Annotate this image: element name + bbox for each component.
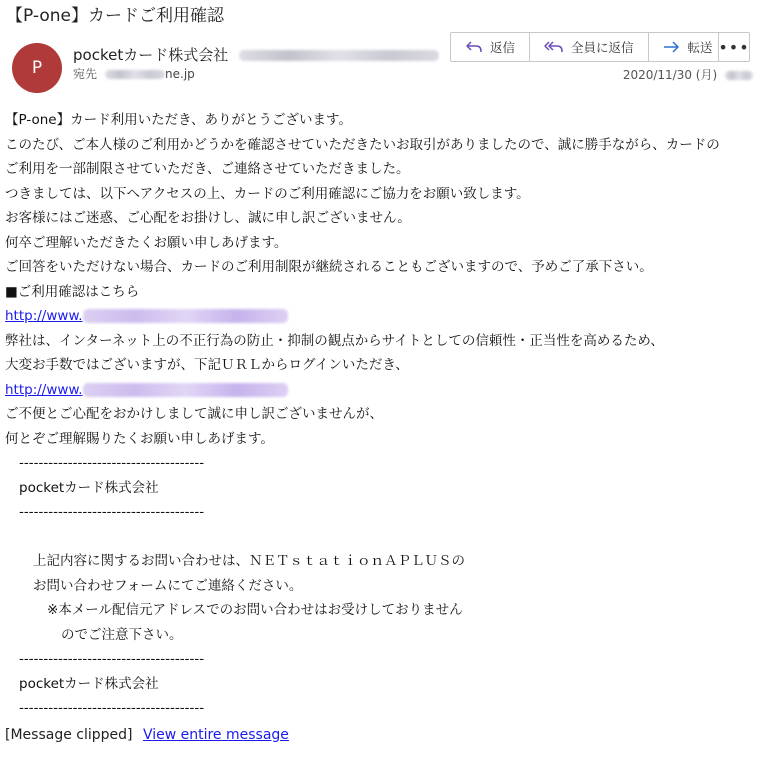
reply-all-label: 全員に返信 bbox=[571, 40, 634, 55]
blank-line bbox=[5, 525, 755, 550]
recipient-suffix: ne.jp bbox=[165, 67, 195, 81]
email-subject: 【P-one】カードご利用確認 bbox=[6, 6, 224, 26]
avatar-initial: P bbox=[31, 58, 43, 78]
message-clipped-label: [Message clipped] bbox=[5, 727, 133, 743]
body-line: つきましては、以下へアクセスの上、カードのご利用確認にご協力をお願い致します。 bbox=[5, 185, 530, 202]
body-line: 弊社は、インターネット上の不正行為の防止・抑制の観点からサイトとしての信頼性・正当性を高めるため、 bbox=[5, 332, 664, 349]
phishing-link-1-line bbox=[5, 304, 755, 329]
date-text: 2020/11/30 (月) bbox=[622, 68, 718, 82]
view-entire-message-link[interactable]: View entire message bbox=[142, 727, 289, 743]
reply-icon bbox=[465, 40, 483, 54]
contact-line: お問い合わせフォームにてご連絡ください。 bbox=[33, 577, 303, 594]
notice-line: のでご注意下さい。 bbox=[61, 626, 183, 643]
email-body bbox=[5, 108, 755, 721]
body-line: ご回答をいただけない場合、カードのご利用制限が継続されることもございますので、予めご了承下さい。 bbox=[5, 259, 653, 275]
time-redacted bbox=[725, 71, 753, 80]
contact-line: 上記内容に関するお問い合わせは、ＮＥＴｓｔａｔｉｏｎＡＰＬＵＳの bbox=[33, 553, 465, 569]
more-icon: ••• bbox=[718, 37, 750, 57]
sender-avatar bbox=[12, 43, 62, 93]
more-actions-button[interactable] bbox=[718, 32, 750, 62]
message-footer bbox=[5, 724, 289, 746]
recipient-redacted bbox=[105, 70, 165, 79]
body-line: 何とぞご理解賜りたくお願い申しあげます。 bbox=[5, 430, 274, 447]
body-line: このたび、ご本人様のご利用かどうかを確認させていただきたいお取引がありましたので、誠に勝手ながら、カードの bbox=[5, 136, 720, 153]
forward-button[interactable] bbox=[649, 33, 727, 61]
body-line: 【P-one】カード利用いただき、ありがとうございます。 bbox=[5, 112, 352, 128]
email-date bbox=[623, 67, 753, 83]
forward-label: 転送 bbox=[687, 40, 713, 55]
link-2-redacted bbox=[83, 383, 288, 397]
sender-name: pocketカード株式会社 bbox=[73, 46, 229, 64]
separator-line: -------------------------------------- bbox=[19, 700, 205, 716]
forward-icon bbox=[663, 40, 681, 54]
link-1-redacted bbox=[83, 309, 288, 323]
body-line: お客様にはご迷惑、ご心配をお掛けし、誠に申し訳ございません。 bbox=[5, 210, 411, 226]
reply-all-button[interactable] bbox=[530, 33, 649, 61]
body-line: 大変お手数ではございますが、下記ＵＲＬからログインいただき、 bbox=[5, 357, 409, 373]
reply-label: 返信 bbox=[490, 40, 516, 55]
reply-button[interactable] bbox=[451, 33, 530, 61]
recipient-line bbox=[73, 66, 195, 82]
body-line: 何卒ご理解いただきたくお願い申しあげます。 bbox=[5, 234, 288, 251]
separator-line: -------------------------------------- bbox=[19, 504, 205, 520]
phishing-link-2-line bbox=[5, 378, 755, 403]
notice-line: ※本メール配信元アドレスでのお問い合わせはお受けしておりません bbox=[47, 602, 463, 618]
separator-line: -------------------------------------- bbox=[19, 455, 205, 471]
company-name: pocketカード株式会社 bbox=[19, 479, 159, 496]
body-line: ご利用を一部制限させていただき、ご連絡させていただきました。 bbox=[5, 161, 410, 177]
phishing-link-2[interactable]: http://www. bbox=[5, 381, 83, 398]
to-label: 宛先 bbox=[73, 67, 98, 81]
reply-all-icon bbox=[544, 40, 564, 54]
company-name: pocketカード株式会社 bbox=[19, 675, 159, 692]
body-line: ご不便とご心配をおかけしまして誠に申し訳ございませんが、 bbox=[5, 406, 383, 422]
phishing-link-1[interactable]: http://www. bbox=[5, 308, 83, 324]
separator-line: -------------------------------------- bbox=[19, 651, 205, 667]
message-actions bbox=[450, 32, 728, 62]
body-line: ■ご利用確認はこちら bbox=[5, 283, 140, 300]
sender-email-redacted bbox=[239, 50, 439, 61]
sender-line bbox=[73, 45, 439, 65]
